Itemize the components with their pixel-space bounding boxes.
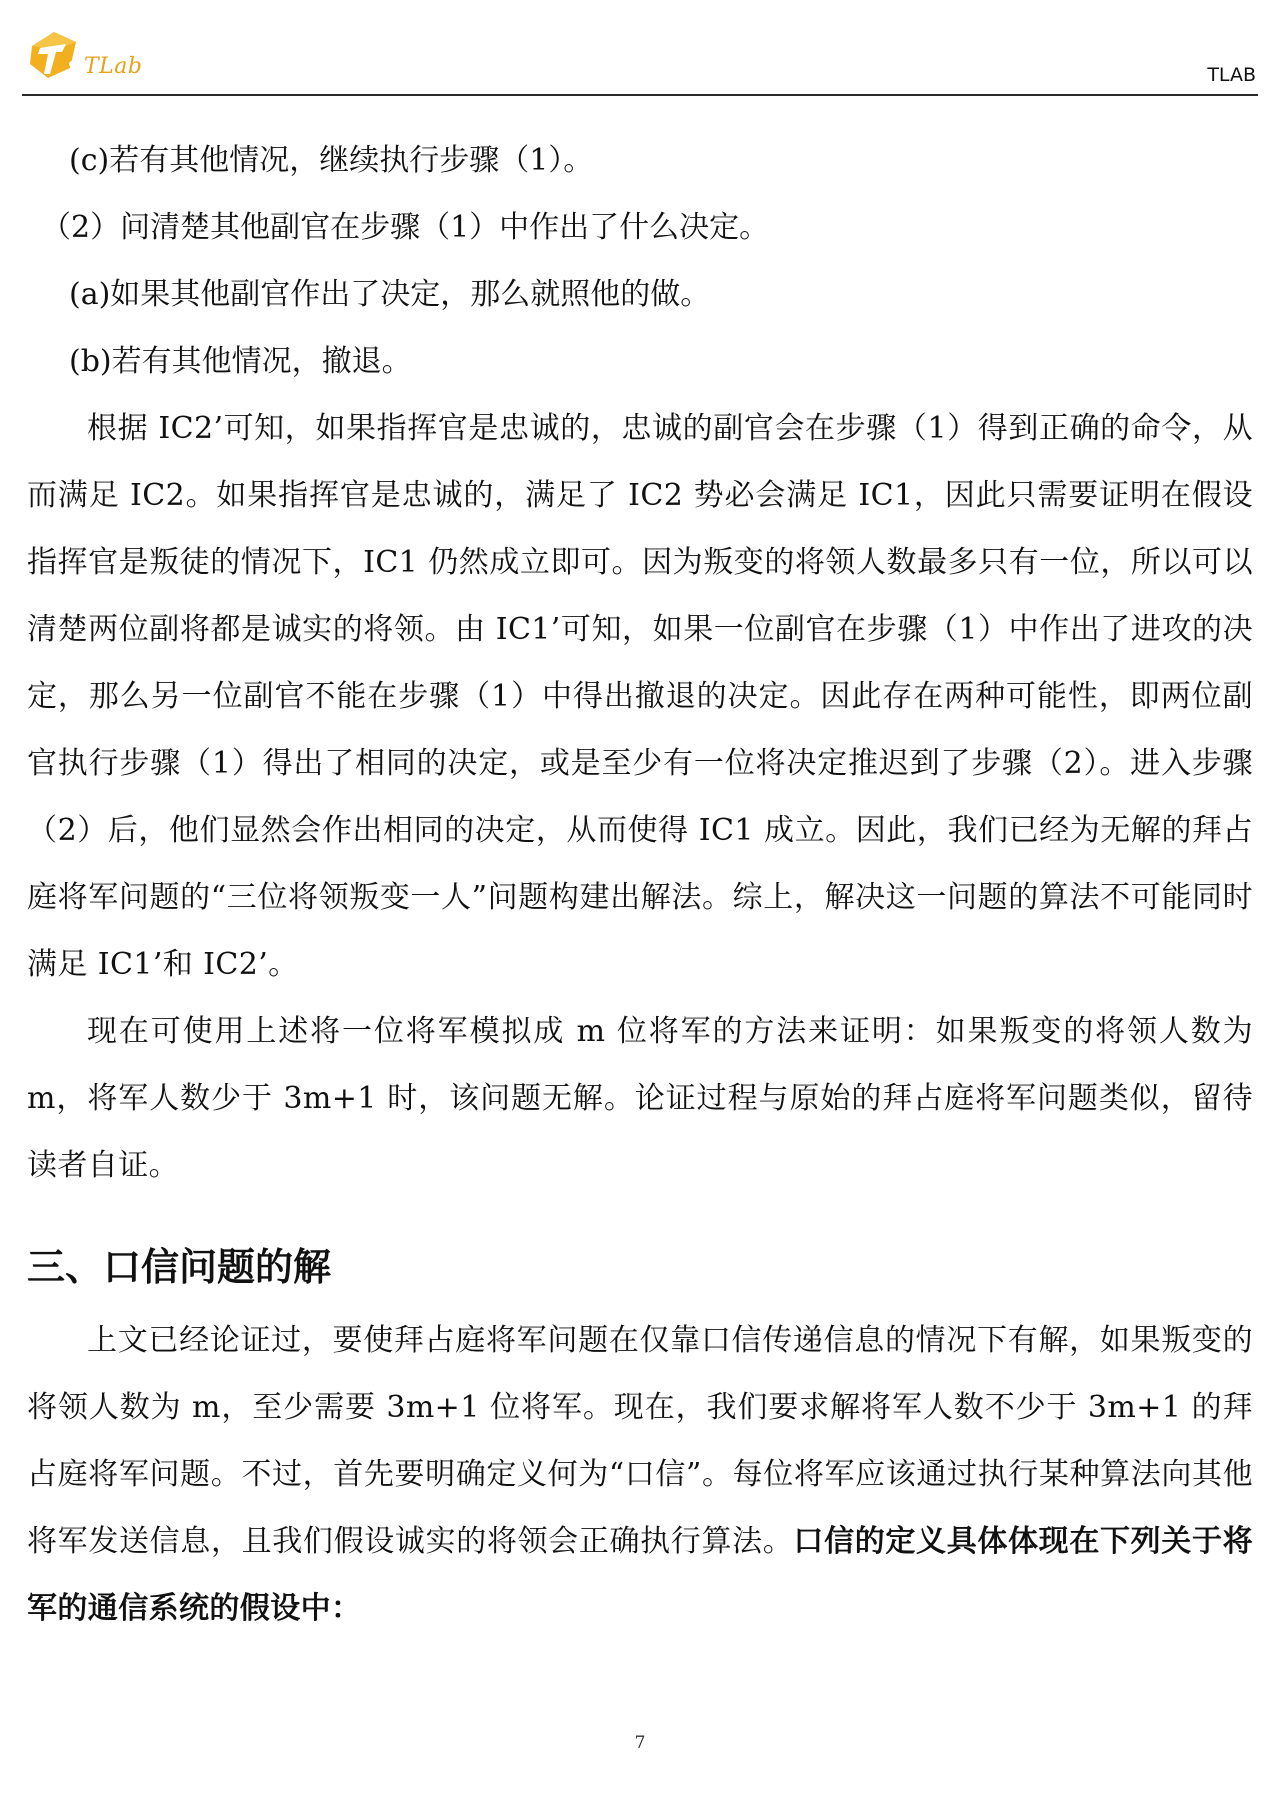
section-heading: 三、口信问题的解 [27, 1245, 332, 1289]
tlab-logo [26, 24, 146, 84]
paragraph-oral-messages-text: 上文已经论证过，要使拜占庭将军问题在仅靠口信传递信息的情况下有解，如果叛变的将领人数为 m，至少需要 3m+1 位将军。现在，我们要求解将军人数不少于 3m+1 的拜占庭将军问题。不过，首先要明确定义何为“口信”。每位将军应该通过执行某种算法向其他将军发送信息，且我们假设诚实的将领会正确执行算法。 [27, 1323, 1253, 1559]
paragraph-oral-messages-bold: 口信的定义具体体现在下列关于将军的通信系统的假设中： [27, 1524, 1254, 1626]
paragraph-proof: 根据 IC2’可知，如果指挥官是忠诚的，忠诚的副官会在步骤（1）得到正确的命令，从而满足 IC2。如果指挥官是忠诚的，满足了 IC2 势必会满足 IC1，因此只需要证明在假设指挥官是叛徒的情况下，IC1 仍然成立即可。因为叛变的将领人数最多只有一位，所以可以清楚两位副将都是诚实的将领。由 IC1’可知，如果一位副官在步骤（1）中作出了进攻的决定，那么另一位副官不能在步骤（1）中得出撤退的决定。因此存在两种可能性，即两位副官执行步骤（1）得出了相同的决定，或是至少有一位将决定推迟到了步骤（2）。进入步骤（2）后，他们显然会作出相同的决定，从而使得 IC1 成立。因此，我们已经为无解的拜占庭将军问题的“三位将领叛变一人”问题构建出解法。综上，解决这一问题的算法不可能同时满足 IC1’和 IC2’。 [27, 411, 1253, 982]
page-content [27, 127, 1253, 1642]
paragraph-generalization: 现在可使用上述将一位将军模拟成 m 位将军的方法来证明：如果叛变的将领人数为 m，将军人数少于 3m+1 时，该问题无解。论证过程与原始的拜占庭将军问题类似，留待读者自证。 [27, 1014, 1253, 1183]
page-header [22, 14, 1258, 96]
step-2-line: （2）问清楚其他副官在步骤（1）中作出了什么决定。 [41, 210, 770, 245]
logo-hexagon-icon [26, 24, 86, 84]
step-1c-line: (c)若有其他情况，继续执行步骤（1）。 [69, 143, 594, 178]
section-body [27, 1307, 1253, 1642]
step-2b-line: (b)若有其他情况，撤退。 [69, 344, 412, 379]
body-paragraphs [27, 395, 1253, 1199]
step-2a-line: (a)如果其他副官作出了决定，那么就照他的做。 [69, 277, 711, 312]
header-label: TLAB [1207, 64, 1256, 86]
logo-text: TLab [84, 54, 143, 79]
paragraph-oral-messages [27, 1307, 1253, 1642]
page-number: 7 [634, 1733, 646, 1753]
